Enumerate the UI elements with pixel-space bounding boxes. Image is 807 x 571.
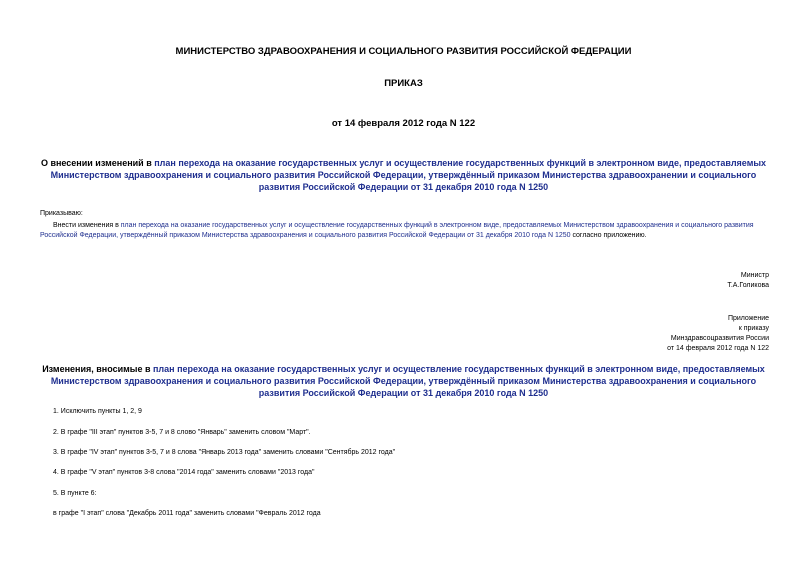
changes-title-prefix: Изменения, вносимые в <box>42 364 153 374</box>
document-title-prefix: О внесении изменений в <box>40 158 155 168</box>
order-text-prefix: Внести изменения в <box>53 222 121 229</box>
ministry-name: МИНИСТЕРСТВО ЗДРАВООХРАНЕНИЯ И СОЦИАЛЬНОГО РАЗВИТИЯ РОССИЙСКОЙ ФЕДЕРАЦИИ <box>175 46 632 57</box>
appendix-block <box>667 314 769 354</box>
appendix-line-2: к приказу <box>738 325 769 332</box>
document-type: ПРИКАЗ <box>384 78 423 89</box>
appendix-line-1: Приложение <box>727 315 769 322</box>
document-title-link[interactable]: план перехода на оказание государственных услуг и осуществление государственных функций в электронном виде, предоставляемых Министерством здравоохранения и социального развития Российской Федерации, утверждённый приказом Министерства здравоохранении и социального развития Российской Федерации от 31 декабря 2010 года N 1250 <box>50 158 767 192</box>
appendix-line-3: Минздравсоцразвития России <box>670 335 769 342</box>
change-item: 1. Исключить пункты 1, 2, 9 <box>53 408 142 415</box>
signature-block <box>727 271 769 291</box>
order-label: Приказываю: <box>40 210 83 217</box>
change-item: 4. В графе "V этап" пунктов 3-8 слова "2014 года" заменить словами "2013 года" <box>53 469 315 476</box>
order-text-suffix: согласно приложению. <box>570 232 647 239</box>
order-text <box>40 221 770 241</box>
document-title <box>40 157 767 193</box>
change-item: 5. В пункте 6: <box>53 490 97 497</box>
change-item: 3. В графе "IV этап" пунктов 3-5, 7 и 8 слова "Январь 2013 года" заменить словами "Сентябрь 2012 года" <box>53 449 396 456</box>
changes-title-link[interactable]: план перехода на оказание государственных услуг и осуществление государственных функций в электронном виде, предоставляемых Министерством здравоохранения и социального развития Российской Федерации, утверждённый приказом Министерства здравоохранения и социального развития Российской Федерации от 31 декабря 2010 года N 1250 <box>50 364 765 398</box>
signature-name: Т.А.Голикова <box>727 282 769 289</box>
appendix-line-4: от 14 февраля 2012 года N 122 <box>667 345 769 352</box>
signature-position: Министр <box>740 272 769 279</box>
order-text-link[interactable]: план перехода на оказание государственных услуг и осуществление государственных функций в электронном виде, предоставляемых Министерством здравоохранения и социального развития Российской Федерации, утверждённый приказом Министерства здравоохранения и социального развития Российской Федерации от 31 декабря 2010 года N 1250 <box>40 222 754 239</box>
change-item: в графе "I этап" слова "Декабрь 2011 года" заменить словами "Февраль 2012 года <box>53 510 321 517</box>
document-date: от 14 февраля 2012 года N 122 <box>331 118 476 129</box>
change-item: 2. В графе "III этап" пунктов 3-5, 7 и 8 слово "Январь" заменить словом "Март". <box>53 429 311 436</box>
changes-title <box>40 363 767 399</box>
